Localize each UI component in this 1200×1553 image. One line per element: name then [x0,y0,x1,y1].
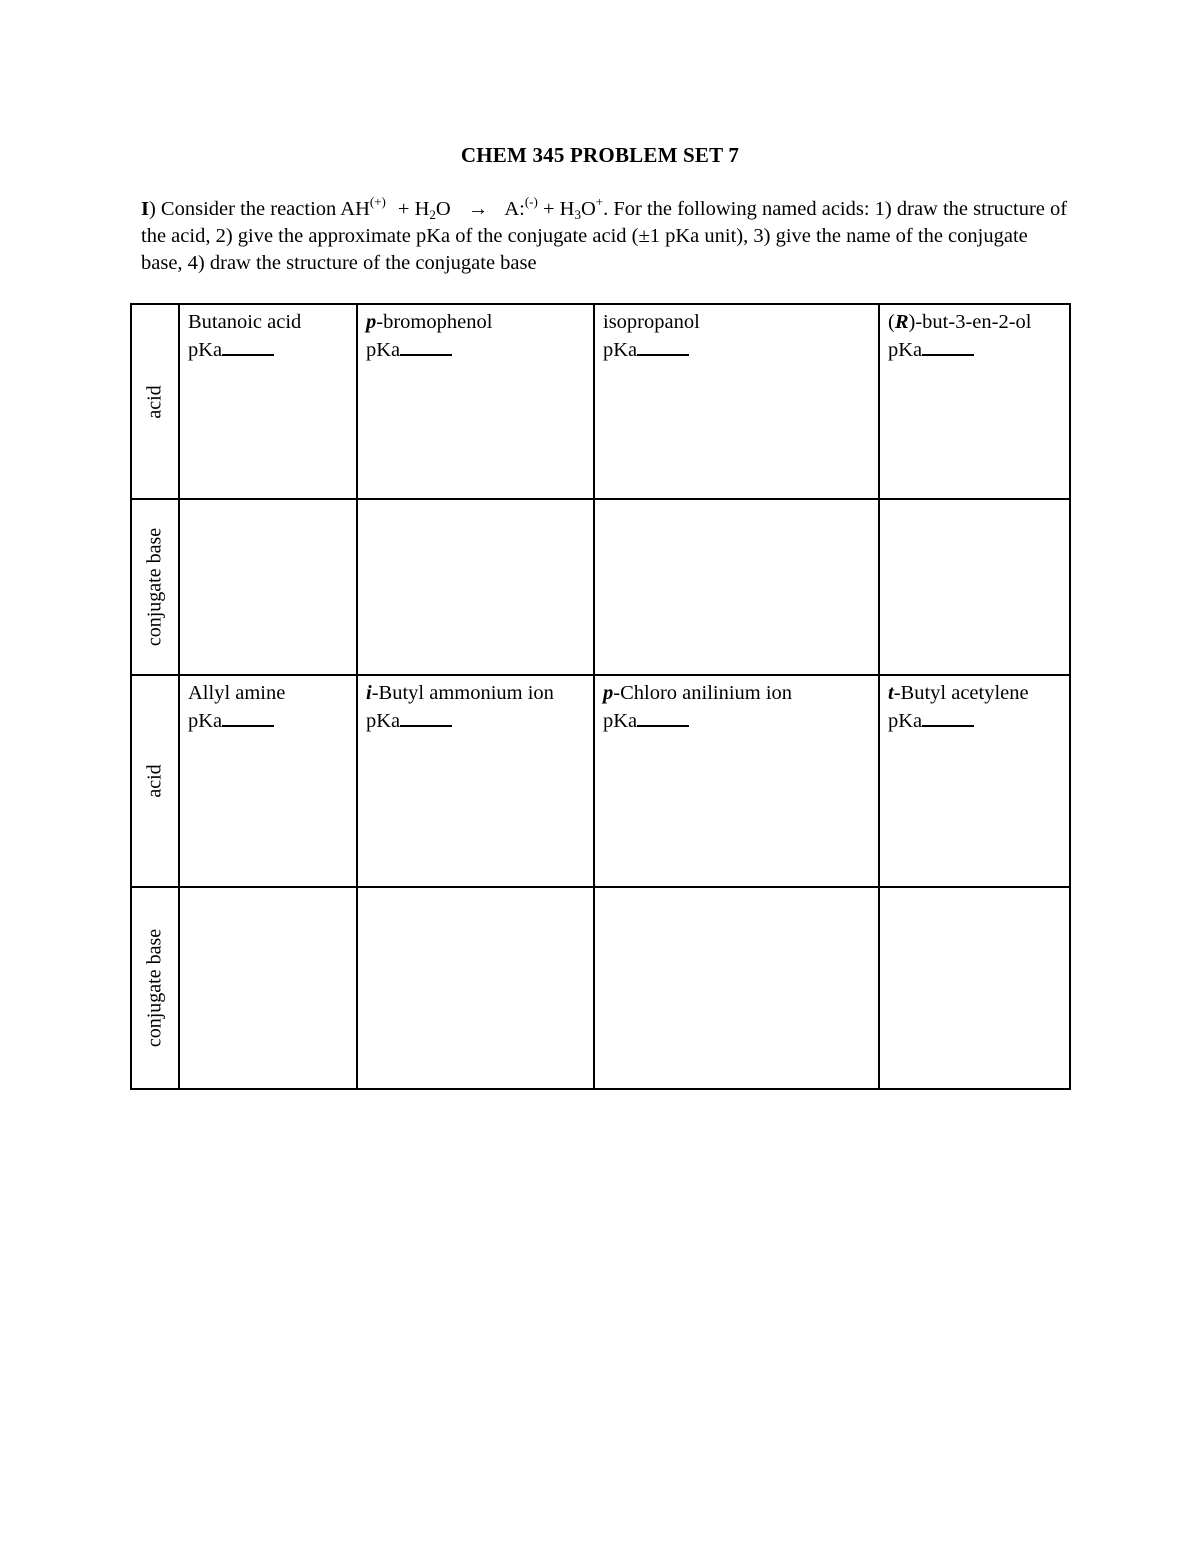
acid-cell-p-chloro-anilinium-ion[interactable]: p-Chloro anilinium ion pKa [594,675,879,887]
question-number: I [141,198,149,220]
question-text: I) Consider the reaction $AH^{(+)} + H_2O$ → A:(-) + $H_3O^+$. For the following named acids: 1) draw the structure of the acid, 2) give the approximate pKa of the conjugate acid (±1 pKa unit), 3) give the name of the conjugate base, 4) draw the structure of the conjugate base [141,194,1068,274]
conjugate-base-row-1 [131,499,1070,675]
conjugate-base-row-2 [131,887,1070,1089]
row-label-acid: acid [131,675,179,887]
conjugate-base-cell[interactable] [179,887,357,1089]
pka-blank[interactable] [400,707,452,727]
pka-blank[interactable] [222,336,274,356]
conjugate-base-cell[interactable] [357,887,594,1089]
page-title: CHEM 345 PROBLEM SET 7 [460,143,740,167]
acid-row-2 [131,675,1070,887]
conjugate-base-cell[interactable] [179,499,357,675]
pka-blank[interactable] [922,336,974,356]
conjugate-base-cell[interactable] [594,499,879,675]
conjugate-base-cell[interactable] [879,499,1070,675]
pka-blank[interactable] [922,707,974,727]
pka-blank[interactable] [400,336,452,356]
conjugate-base-cell[interactable] [594,887,879,1089]
acid-row-1 [131,304,1070,499]
worksheet-table [130,303,1071,1090]
acid-cell-allyl-amine[interactable]: Allyl amine pKa [179,675,357,887]
row-label-conjugate-base: conjugate base [131,887,179,1089]
acid-cell-p-bromophenol[interactable]: p-bromophenol pKa [357,304,594,499]
acid-cell-i-butyl-ammonium-ion[interactable]: i-Butyl ammonium ion pKa [357,675,594,887]
acid-cell-t-butyl-acetylene[interactable]: t-Butyl acetylene pKa [879,675,1070,887]
row-label-acid: acid [131,304,179,499]
pka-blank[interactable] [222,707,274,727]
acid-cell-butanoic-acid[interactable]: Butanoic acid pKa [179,304,357,499]
acid-cell-r-but-3-en-2-ol[interactable]: (R)-but-3-en-2-ol pKa [879,304,1070,499]
row-label-conjugate-base: conjugate base [131,499,179,675]
pka-blank[interactable] [637,336,689,356]
pka-blank[interactable] [637,707,689,727]
conjugate-base-cell[interactable] [357,499,594,675]
acid-cell-isopropanol[interactable]: isopropanol pKa [594,304,879,499]
reaction-arrow: → [467,198,489,220]
conjugate-base-cell[interactable] [879,887,1070,1089]
